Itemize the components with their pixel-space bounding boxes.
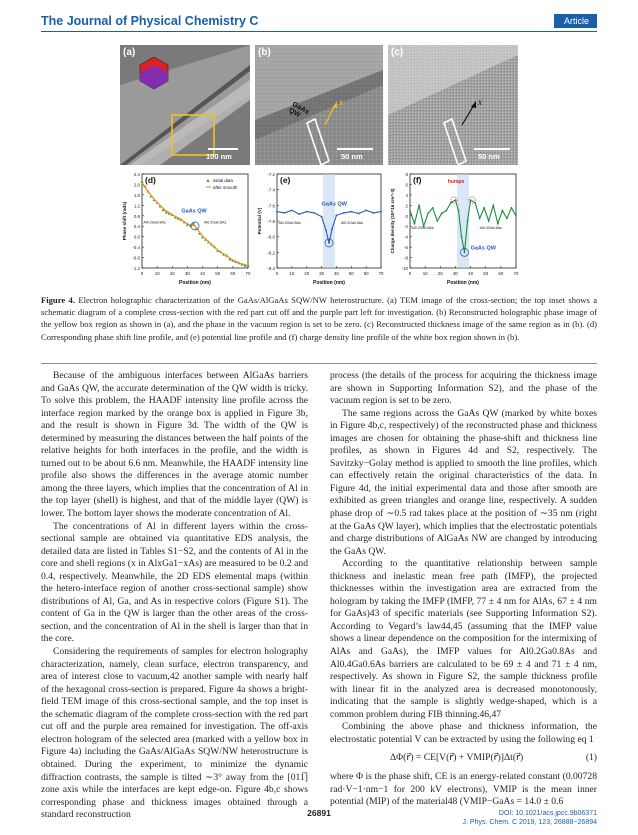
panel-a-tem-image <box>120 45 250 165</box>
panel-a-scale: 100 nm <box>206 152 232 161</box>
x-axis-label: Position (nm) <box>179 280 211 286</box>
data-point <box>291 209 293 211</box>
header-rule <box>41 31 597 32</box>
legend-label: after smooth <box>213 185 238 190</box>
article-badge: Article <box>554 14 597 28</box>
y-tick-label: 4 <box>405 192 408 198</box>
y-tick-label: 2.0 <box>133 182 140 188</box>
panel-b-scalebar <box>337 148 373 150</box>
data-point <box>479 217 481 219</box>
x-tick-label: 20 <box>169 271 175 276</box>
x-tick-label: 40 <box>200 271 206 276</box>
data-point <box>483 207 485 209</box>
x-tick-label: 0 <box>275 271 279 276</box>
panel-label: (f) <box>413 175 422 185</box>
x-tick-label: 30 <box>452 271 458 276</box>
data-point <box>373 212 375 214</box>
data-point <box>450 202 452 204</box>
panel-b-qw-label: GaAs QW <box>287 100 311 120</box>
y-tick-label: 2 <box>405 203 408 209</box>
x-tick-label: 60 <box>363 271 369 276</box>
potential-chart <box>255 170 385 288</box>
annotation: GaAs QW <box>181 208 207 215</box>
y-tick-label: -0.4 <box>132 245 140 251</box>
data-point <box>470 199 472 201</box>
figure-4 <box>120 45 520 290</box>
y-tick-label: -8.0 <box>267 234 275 240</box>
annotation: Al0.2Ga0.8As <box>204 220 227 225</box>
x-axis-label: Position (nm) <box>313 280 345 286</box>
data-point <box>350 211 352 213</box>
annotation: Al0.2Ga0.8As <box>143 220 166 225</box>
figure-caption <box>41 294 597 343</box>
footer-citation <box>463 809 597 827</box>
x-tick-label: 50 <box>483 271 489 276</box>
data-point <box>467 220 469 222</box>
y-tick-label: 1.6 <box>133 192 140 198</box>
x-tick-label: 50 <box>215 271 221 276</box>
y-tick-label: 0.4 <box>133 224 140 230</box>
x-tick-label: 20 <box>304 271 310 276</box>
x-tick-label: 10 <box>154 271 160 276</box>
annotation: GaAs QW <box>321 201 347 208</box>
panel-c-label: (c) <box>391 47 404 58</box>
phase-shift-chart <box>120 170 252 288</box>
data-point <box>328 242 330 244</box>
panel-b-label: (b) <box>258 47 271 58</box>
x-tick-label: 60 <box>498 271 504 276</box>
x-tick-label: 0 <box>408 271 412 276</box>
y-tick-label: 6 <box>405 182 408 188</box>
paragraph: Considering the requirements of samples for electron holography characterization, namely, clean surface, electron transparency, and area of interest close to vacuum,42 another sample with nearly half of the hexagonal cross-section is prepared. Figure 4a shows a bright-field TEM image of this cross-sectional sample, and the top inset is the schematic diagram of the complete cross-section with the red part cut off and the purple area remained for investigation. The off-axis electron hologram of the selected area (marked with a yellow box in Figure 4a) including the GaAs/AlGaAs SQW/NW heterostructure is obtained. During the experiment, to minimize the dynamic diffraction contrasts, the sample is tilted ∼3° away from the [011̅] zone axis while the interfaces are kept edge-on. Figure 4b,c shows corresponding phase and thickness images obtained through a standard reconstruction <box>41 646 308 821</box>
panel-f-charge-plot <box>388 170 520 288</box>
x-tick-label: 60 <box>230 271 236 276</box>
legend-label: initial data <box>213 178 233 183</box>
data-point <box>336 214 338 216</box>
y-tick-label: -0.8 <box>132 255 140 261</box>
y-tick-label: 1.2 <box>133 203 140 209</box>
panel-e-potential-plot <box>255 170 385 288</box>
data-point <box>298 213 300 215</box>
x-tick-label: 30 <box>184 271 190 276</box>
charge-density-chart <box>388 170 520 288</box>
caption-label: Figure 4. <box>41 295 75 305</box>
y-tick-label: -7.2 <box>267 172 275 177</box>
left-column <box>41 370 308 822</box>
y-tick-label: -7.8 <box>267 219 275 224</box>
panel-b-scale: 50 nm <box>341 152 363 161</box>
y-axis-label: Potential (V) <box>257 207 262 235</box>
data-point <box>436 220 438 222</box>
paragraph: Combining the above phase and thickness information, the electrostatic potential V can be extracted by using the following eq 1 <box>330 721 597 745</box>
panel-label: (d) <box>145 175 156 185</box>
x-tick-label: 30 <box>319 271 325 276</box>
equation-1 <box>330 752 597 765</box>
data-point <box>488 220 490 222</box>
y-tick-label: -7.4 <box>267 187 275 193</box>
right-column <box>330 370 597 809</box>
y-axis-label: Phase shift (rads) <box>122 201 127 241</box>
y-axis-label: Charge density (10^16 cm^-3) <box>390 188 395 254</box>
data-point <box>497 223 499 225</box>
panel-c-scale: 50 nm <box>478 152 500 161</box>
y-tick-label: 8 <box>405 172 408 177</box>
data-point <box>284 212 286 214</box>
equation-number: (1) <box>585 752 597 764</box>
x-tick-label: 20 <box>437 271 443 276</box>
y-tick-label: -8.2 <box>267 250 275 256</box>
paragraph: The same regions across the GaAs QW (marked by white boxes in Figure 4b,c, respectively) of the reconstructed phase and thickness images are chosen for obtaining the phase-shift and thickness line profiles, as shown in Figures 4d and S2, respectively. The Savitzky−Golay method is applied to smooth the line profiles, which can effectively retain the original characteristics of the data. In Figure 4d, the initial experimental data and those after smooth are exhibited as green triangles and orange line, respectively. A sudden phase drop of ∼0.5 rad takes place at the position of ∼35 nm (right at the GaAs QW layer), which implies that the electrostatic potentials and charge distributions of AlGaAs NW are changed by introducing the GaAs QW. <box>330 407 597 557</box>
y-tick-label: -1.2 <box>132 266 140 271</box>
data-point <box>380 211 382 213</box>
data-point <box>441 212 443 214</box>
y-tick-label: -4 <box>404 234 408 240</box>
data-point <box>464 251 466 253</box>
data-point <box>511 207 513 209</box>
y-tick-label: 2.4 <box>133 172 140 177</box>
panel-c-thickness-image <box>388 45 518 165</box>
data-point <box>455 199 457 201</box>
annotation: Al0.2Ga0.8As <box>411 225 434 230</box>
y-tick-label: 0.8 <box>133 213 140 219</box>
x-tick-label: 70 <box>378 271 384 276</box>
x-tick-label: 10 <box>289 271 295 276</box>
y-tick-label: -7.6 <box>267 203 275 209</box>
x-tick-label: 70 <box>245 271 251 276</box>
annotation: Al0.4Ga0.6As <box>479 225 502 230</box>
data-point <box>501 210 503 212</box>
data-point <box>461 236 463 238</box>
data-point <box>365 209 367 211</box>
data-point <box>445 210 447 212</box>
caption-rule <box>41 363 597 364</box>
journal-title[interactable]: The Journal of Physical Chemistry C <box>41 14 259 28</box>
x-tick-label: 10 <box>422 271 428 276</box>
y-tick-label: 0.0 <box>133 234 140 240</box>
panel-b-axis-label: x <box>339 97 343 107</box>
paragraph: where Φ is the phase shift, CE is an energy-related constant (0.00728 rad·V−1·nm−1 for 200 kV electrons), VMIP is the mean inner potential (MIP) of the material48 (VMIP−GaAs = 14.0 ± 0.6 <box>330 770 597 808</box>
panel-a-label: (a) <box>123 47 136 58</box>
data-point <box>325 230 327 232</box>
y-tick-label: -8.4 <box>267 266 275 271</box>
x-axis-label: Position (nm) <box>447 280 479 286</box>
y-tick-label: -10 <box>401 266 408 271</box>
doi-link[interactable]: DOI: 10.1021/acs.jpcc.9b06371 <box>498 810 597 817</box>
data-point <box>414 223 416 225</box>
y-tick-label: 0 <box>405 213 408 219</box>
data-point <box>343 212 345 214</box>
annotation: GaAs QW <box>470 245 496 252</box>
data-point <box>321 216 323 218</box>
data-point <box>492 204 494 206</box>
panel-d-phase-plot <box>120 170 252 288</box>
annotation: humps <box>447 178 465 185</box>
annotation: Al0.2Ga0.8As <box>340 221 364 226</box>
data-point <box>331 228 333 230</box>
paragraph: Because of the ambiguous interfaces between AlGaAs barriers and GaAs QW, the accurate determination of the QW width is tricky. To solve this problem, the HAADF intensity line profile across the interface region marked by the orange box is applied in Figure 3b, and the result is shown in Figure 3d. The width of the QW is determined by measuring the distances between the half points of the relative heights for both interfaces in the profile, and the width is turned out to be about 6.6 nm. Meanwhile, the HAADF intensity line profile also shows the differences in the average atomic number among the three layers, which implies that the concentration of Al in the top layer (shell) is highest, and that of the middle layer (QW) is lower. The bottom layer shows the moderate concentration of Al. <box>41 370 308 520</box>
equation-formula: ΔΦ(r⃗) = CE[V(r⃗) + VMIP(r⃗)]Δt(r⃗) <box>390 752 524 764</box>
y-tick-label: -8 <box>404 255 408 261</box>
data-point <box>358 213 360 215</box>
x-tick-label: 40 <box>333 271 339 276</box>
data-point <box>306 211 308 213</box>
x-tick-label: 50 <box>348 271 354 276</box>
y-tick-label: -2 <box>404 224 408 230</box>
caption-text: Electron holographic characterization of the GaAs/AlGaAs SQW/NW heterostructure. (a) TEM image of the cross-section; the top inset shows a schematic diagram of a complete cross-section with the red part cut off and the purple part left for investigation. (b) Reconstructed holographic phase image of the yellow box region as shown in (a), and the phase in the vacuum region is set to be zero. (c) Reconstructed thickness image of the same region as in (b). (d) Corresponding phase shift line profile, and (e) potential line profile and (f) charge density line profile of the white box region shown in (b). <box>41 295 598 342</box>
data-point <box>313 212 315 214</box>
panel-b-phase-image <box>255 45 383 165</box>
data-point <box>515 215 517 217</box>
data-point <box>506 217 508 219</box>
paragraph: The concentrations of Al in different layers within the cross-sectional sample are obtained via quantitative EDS analysis, the detailed data are listed in Tables S1−S2, and the contents of Al in the core and shell regions (x in AlxGa1−xAs) are measured to be 0.2 and 0.4, respectively. Meanwhile, the 2D EDS elemental maps (within the hetero-interface region of another cross-sectional sample) show distributions of Al, Ga, and As in respective colors (Figure S1). The content of Ga in the QW is larger than the other areas of the cross-section, and the concentration of Al in the shell is larger than that in the core. <box>41 520 308 645</box>
citation-text: J. Phys. Chem. C 2019, 123, 26888−26894 <box>462 819 597 826</box>
x-tick-label: 70 <box>513 271 519 276</box>
data-point <box>418 204 420 206</box>
panel-label: (e) <box>280 175 291 185</box>
qw-band <box>323 174 335 268</box>
x-tick-label: 40 <box>468 271 474 276</box>
annotation: Al0.2Ga0.8As <box>278 221 301 226</box>
paragraph: According to the quantitative relationship between sample thickness and inelastic mean free path (IMFP), the projected thicknesses within the investigation area are extracted from the hologram by taking the IMFP (IMFP, 77 ± 4 nm for AlAs, 67 ± 4 nm for GaAs)43 of specific materials (see Supporting Information S2). According to Vegard’s law44,45 (assuming that the IMFP value shows a linear dependence on the composition for the intermixing of AlAs and GaAs), the IMFP values for Al0.2Ga0.8As and Al0.4Ga0.6As barriers are calculated to be 69 ± 4 and 71 ± 4 nm, respectively. As shown in Figure S2, the sample thickness profile with linear fit in the analyzed area is decreased monotonously, indicating that the sample is slightly wedge-shaped, which is a common problem during FIB thinning.46,47 <box>330 558 597 720</box>
data-point <box>458 210 460 212</box>
data-point <box>409 210 411 212</box>
panel-a-scalebar <box>208 148 238 150</box>
y-tick-label: -6 <box>404 245 408 251</box>
page-number: 26891 <box>307 808 331 818</box>
page-header <box>41 14 597 32</box>
data-point <box>276 211 278 213</box>
data-point <box>427 212 429 214</box>
panel-c-scalebar <box>474 148 510 150</box>
data-point <box>432 207 434 209</box>
paragraph: process (the details of the process for acquiring the thickness image are shown in Supporting Information S2), and the phase of the vacuum region is set to be zero. <box>330 370 597 407</box>
x-tick-label: 0 <box>140 271 144 276</box>
panel-c-axis-label: x <box>478 97 482 107</box>
